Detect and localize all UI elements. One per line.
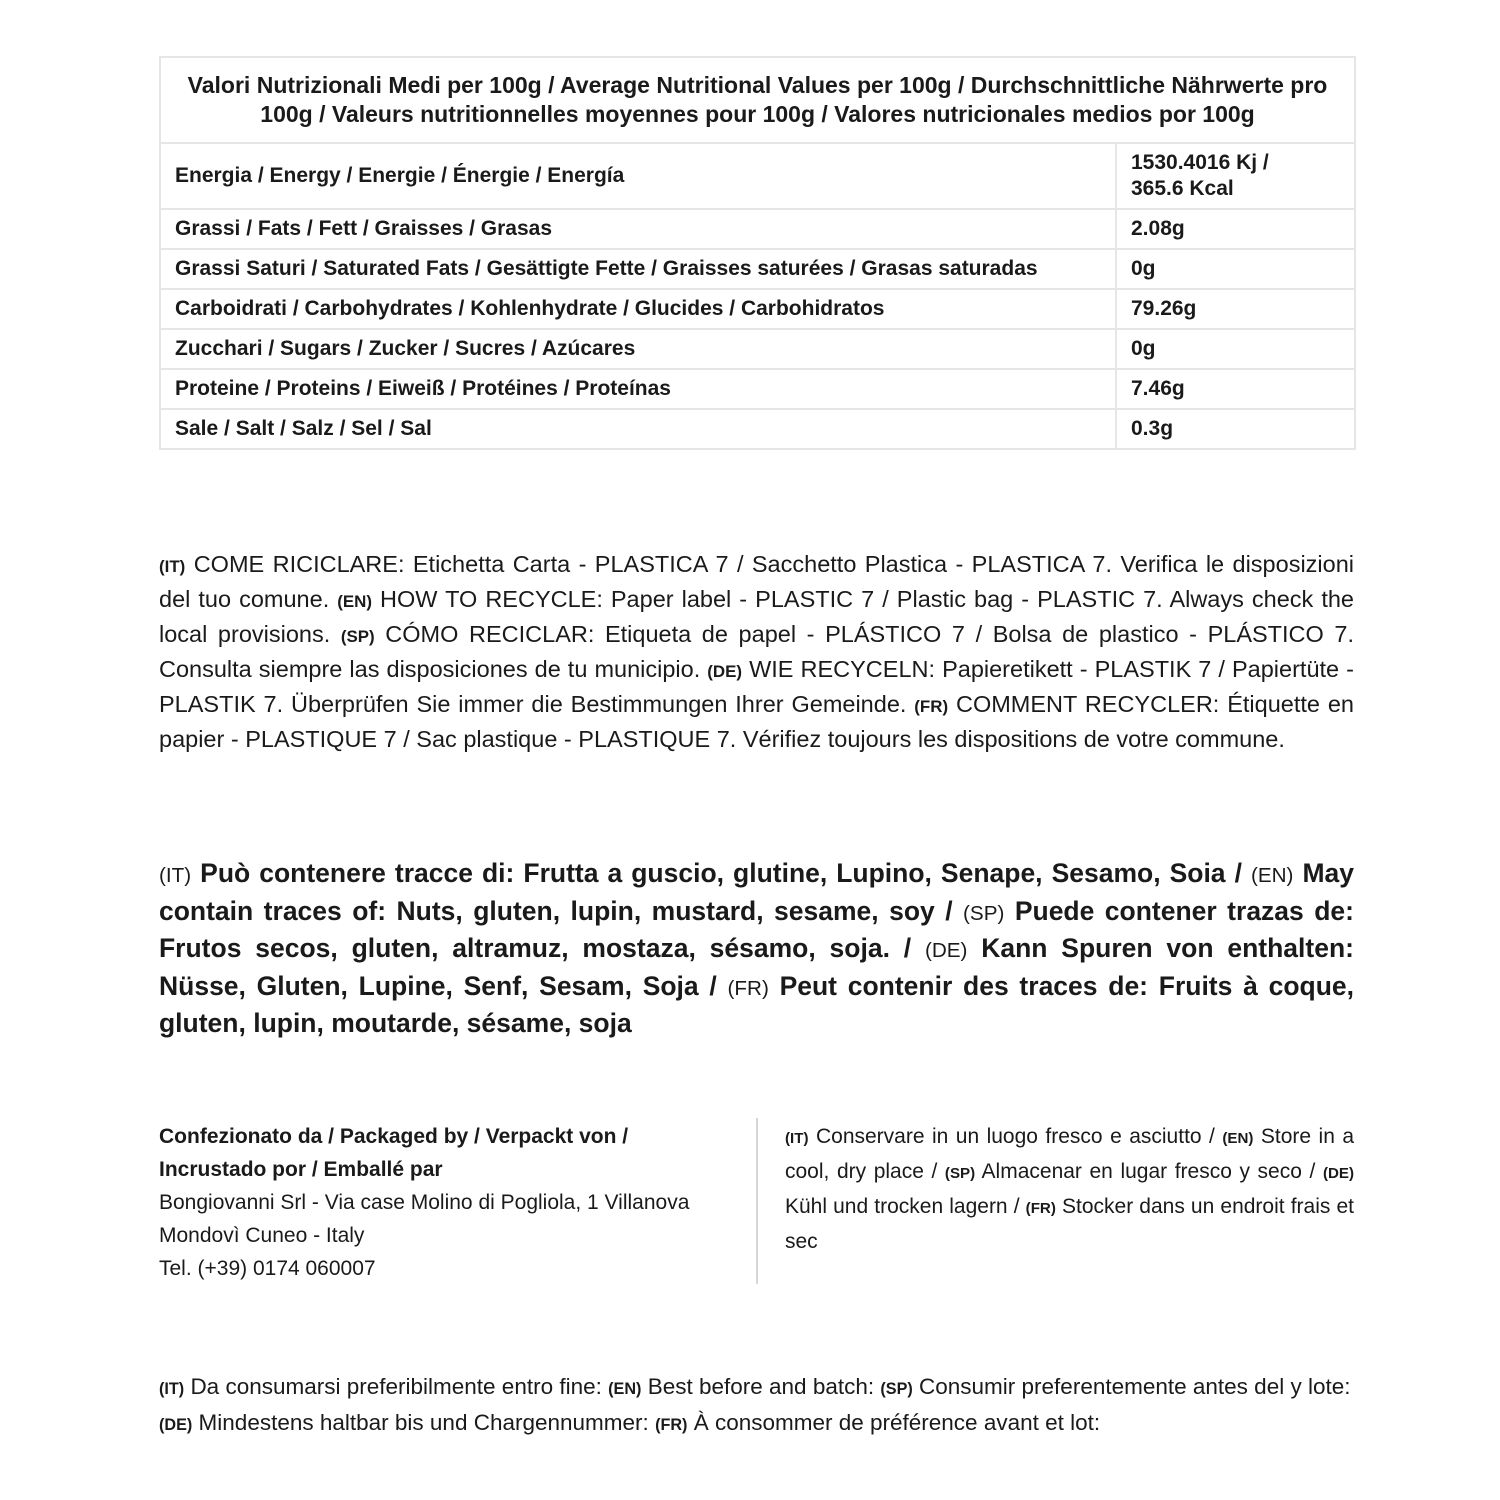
lang-tag-fr: (FR) — [655, 1416, 688, 1434]
storage-text-it: Conservare in un luogo fresco e asciutto / — [815, 1125, 1215, 1148]
table-row — [160, 209, 1355, 249]
nutrient-value: 0.3g — [1116, 409, 1355, 449]
nutrient-value: 2.08g — [1116, 209, 1355, 249]
table-row — [160, 409, 1355, 449]
lang-tag-it: (IT) — [785, 1130, 809, 1147]
allergen-text-sp: Puede contener trazas de: Frutos secos, gluten, altramuz, mostaza, sésamo, soja. / — [159, 895, 1354, 963]
lang-tag-de: (DE) — [159, 1416, 193, 1434]
lang-tag-en: (EN) — [1250, 864, 1294, 887]
best-before-text-de: Mindestens haltbar bis und Chargennummer: — [198, 1410, 649, 1435]
nutrient-label: Sale / Salt / Salz / Sel / Sal — [160, 409, 1116, 449]
lang-tag-it: (IT) — [159, 864, 192, 887]
nutrient-label: Energia / Energy / Energie / Énergie / Energía — [160, 143, 1116, 209]
allergen-text-de: Kann Spuren von enthalten: Nüsse, Gluten, Lupine, Senf, Sesam, Soja / — [159, 933, 1354, 1001]
best-before-text-it: Da consumarsi preferibilmente entro fine: — [190, 1374, 602, 1399]
table-row — [160, 329, 1355, 369]
allergen-text-it: Può contenere tracce di: Frutta a guscio, glutine, Lupino, Senape, Sesamo, Soia / — [200, 858, 1242, 888]
lang-tag-de: (DE) — [924, 939, 968, 962]
nutrition-table — [159, 56, 1356, 450]
lang-tag-sp: (SP) — [880, 1380, 913, 1398]
storage-text-en: Store in a cool, dry place / — [785, 1125, 1355, 1183]
nutrient-value — [1116, 143, 1355, 209]
lang-tag-it: (IT) — [159, 1380, 185, 1398]
lang-tag-fr: (FR) — [727, 976, 769, 1000]
nutrient-label: Grassi / Fats / Fett / Graisses / Grasas — [160, 209, 1116, 249]
packager-address: Mondovì Cuneo - Italy — [159, 1224, 365, 1247]
table-row — [160, 143, 1355, 209]
nutrition-header-row — [160, 57, 1355, 143]
nutrient-label: Carboidrati / Carbohydrates / Kohlenhydrate / Glucides / Carbohidratos — [160, 289, 1116, 329]
lang-tag-sp: (SP) — [963, 901, 1005, 925]
recycling-text-en: HOW TO RECYCLE: Paper label - PLASTIC 7 / Plastic bag - PLASTIC 7. Always check the local provisions. — [159, 586, 1354, 647]
lang-tag-en: (EN) — [337, 592, 373, 611]
storage-instructions — [785, 1120, 1354, 1258]
packager-label: Incrustado por / Emballé par — [159, 1158, 443, 1181]
recycling-text-it: COME RICICLARE: Etichetta Carta - PLASTICA 7 / Sacchetto Plastica - PLASTICA 7. Verifica le disposizioni del tuo comune. — [159, 551, 1354, 612]
best-before-info — [159, 1370, 1354, 1442]
column-divider — [756, 1118, 758, 1284]
nutrient-value: 79.26g — [1116, 289, 1355, 329]
nutrient-value: 0g — [1116, 249, 1355, 289]
allergen-text-en: May contain traces of: Nuts, gluten, lupin, mustard, sesame, soy / — [159, 858, 1355, 926]
storage-text-fr: Stocker dans un endroit frais et sec — [785, 1195, 1354, 1253]
recycling-text-sp: CÓMO RECICLAR: Etiqueta de papel - PLÁSTICO 7 / Bolsa de plastico - PLÁSTICO 7. Consulta siempre las disposiciones de tu municipio. — [159, 621, 1354, 682]
lang-tag-fr: (FR) — [1025, 1200, 1056, 1217]
lang-tag-sp: (SP) — [944, 1165, 976, 1182]
best-before-text-sp: Consumir preferentemente antes del y lote: — [919, 1374, 1351, 1399]
recycling-text-de: WIE RECYCELN: Papieretikett - PLASTIK 7 / Papiertüte - PLASTIK 7. Überprüfen Sie immer die Bestimmungen Ihrer Gemeinde. — [159, 656, 1354, 717]
best-before-text-en: Best before and batch: — [647, 1374, 875, 1399]
lang-tag-sp: (SP) — [340, 627, 375, 646]
lang-tag-en: (EN) — [1222, 1130, 1254, 1147]
table-row — [160, 369, 1355, 409]
nutrient-label: Grassi Saturi / Saturated Fats / Gesättigte Fette / Graisses saturées / Grasas saturadas — [160, 249, 1116, 289]
packager-label: Confezionato da / Packaged by / Verpackt von / — [159, 1125, 629, 1148]
lang-tag-de: (DE) — [707, 662, 743, 681]
best-before-text-fr: À consommer de préférence avant et lot: — [693, 1410, 1101, 1435]
recycling-instructions — [159, 548, 1354, 755]
storage-text-de: Kühl und trocken lagern / — [785, 1195, 1020, 1218]
energy-kj-value: 1530.4016 Kj / — [1131, 151, 1269, 174]
allergen-warning — [159, 856, 1354, 1042]
packager-phone: Tel. (+39) 0174 060007 — [159, 1257, 376, 1280]
lang-tag-en: (EN) — [608, 1380, 642, 1398]
nutrient-label: Zucchari / Sugars / Zucker / Sucres / Azúcares — [160, 329, 1116, 369]
lang-tag-it: (IT) — [159, 557, 186, 576]
table-row — [160, 249, 1355, 289]
nutrition-table-title: Valori Nutrizionali Medi per 100g / Average Nutritional Values per 100g / Durchschnittliche Nährwerte pro 100g / Valeurs nutritionnelles moyennes pour 100g / Valores nutricionales medios por 100g — [160, 57, 1355, 143]
packager-info — [159, 1120, 729, 1285]
nutrient-label: Proteine / Proteins / Eiweiß / Protéines / Proteínas — [160, 369, 1116, 409]
lang-tag-de: (DE) — [1322, 1165, 1354, 1182]
allergen-text-fr: Peut contenir des traces de: Fruits à coque, gluten, lupin, moutarde, sésame, soja — [159, 970, 1354, 1038]
table-row — [160, 289, 1355, 329]
recycling-text-fr: COMMENT RECYCLER: Étiquette en papier - PLASTIQUE 7 / Sac plastique - PLASTIQUE 7. Vérifiez toujours les dispositions de votre commune. — [159, 691, 1354, 752]
nutrient-value: 7.46g — [1116, 369, 1355, 409]
lang-tag-fr: (FR) — [914, 697, 949, 716]
energy-kcal-value: 365.6 Kcal — [1131, 177, 1234, 200]
storage-text-sp: Almacenar en lugar fresco y seco / — [981, 1160, 1316, 1183]
nutrient-value: 0g — [1116, 329, 1355, 369]
packager-address: Bongiovanni Srl - Via case Molino di Pogliola, 1 Villanova — [159, 1191, 690, 1214]
